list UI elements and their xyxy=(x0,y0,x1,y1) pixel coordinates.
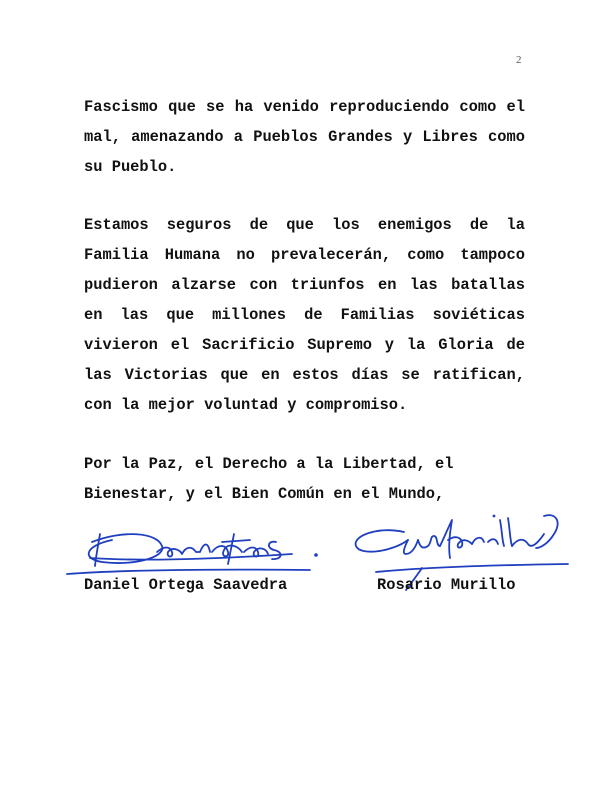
paragraph-paz xyxy=(84,449,525,509)
paragraph-paz-line-1: Por la Paz, el Derecho a la Libertad, el xyxy=(84,455,454,473)
signer-name-daniel: Daniel Ortega Saavedra xyxy=(84,576,288,594)
paragraph-enemigos: Estamos seguros de que los enemigos de la Familia Humana no prevalecerán, como tampoco pudieron alzarse con triunfos en las batallas en las que millones de Familias soviéticas vivieron el Sacrificio Supremo y la Gloria de las Victorias que en estos días se ratifican, con la mejor voluntad y compromiso. xyxy=(84,216,525,414)
paragraph-paz-line-2: Bienestar, y el Bien Común en el Mundo, xyxy=(84,485,445,503)
signer-name-rosario: Rosario Murillo xyxy=(377,576,516,594)
signature-daniel-ortega xyxy=(62,512,332,582)
page-number: 2 xyxy=(516,54,522,66)
paragraph-fascismo: Fascismo que se ha venido reproduciendo como el mal, amenazando a Pueblos Grandes y Libres como su Pueblo. xyxy=(84,98,525,176)
